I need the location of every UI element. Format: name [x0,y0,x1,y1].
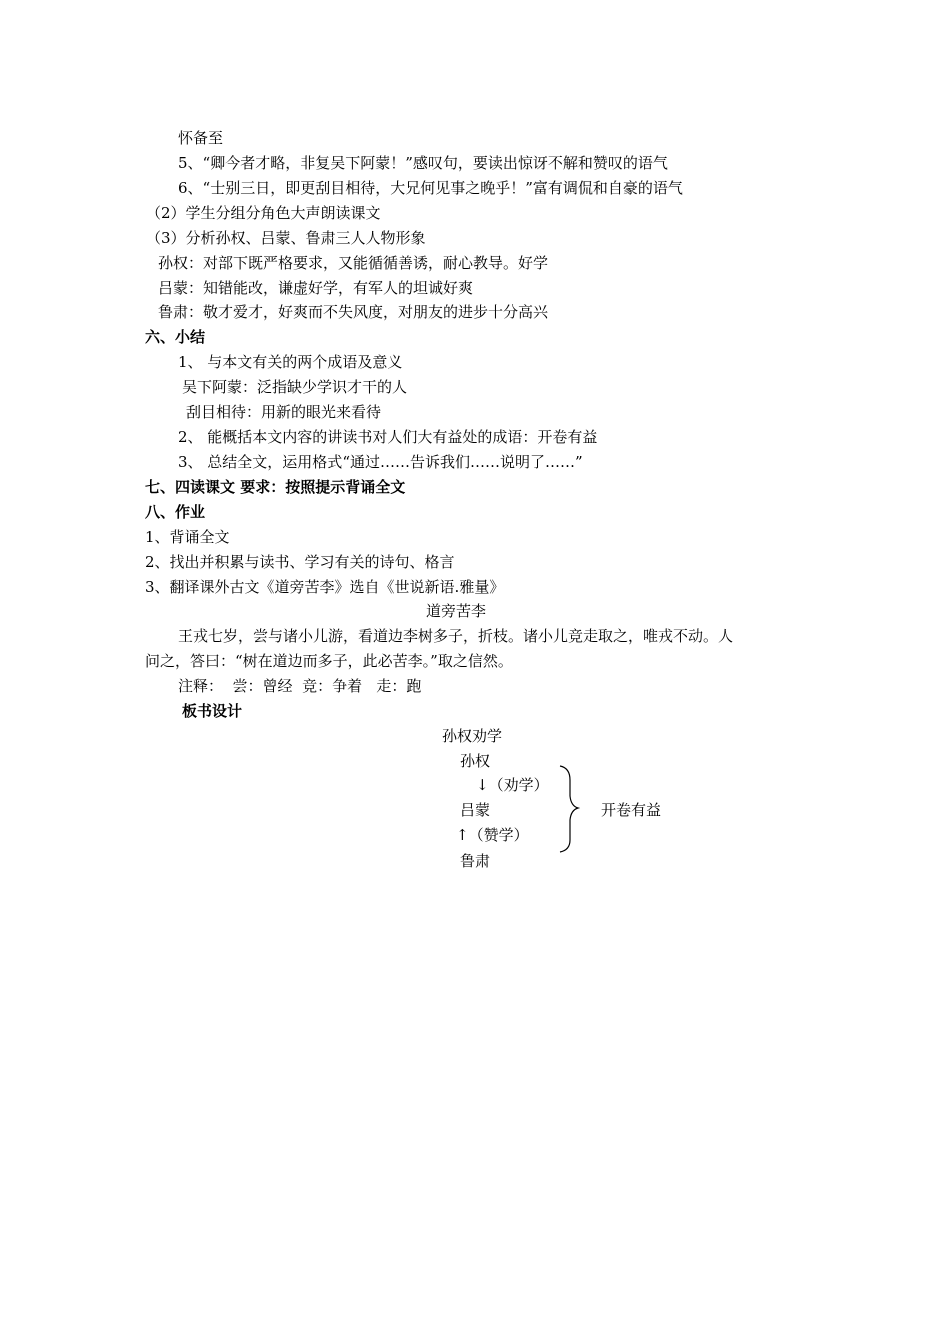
section-heading: 八、作业 [145,503,206,521]
text-line: 吴下阿蒙：泛指缺少学识才干的人 [182,378,408,396]
passage-text: 王戎七岁，尝与诸小儿游，看道边李树多子，折枝。诸小儿竞走取之，唯戎不动。人 [178,627,734,645]
text-line: 3、翻译课外古文《道旁苦李》选自《世说新语.雅量》 [145,578,505,596]
section-heading: 六、小结 [145,328,206,346]
text-line: 3、 总结全文，运用格式“通过……告诉我们……说明了……” [178,453,583,471]
board-node-bottom: 鲁肃 [460,852,491,870]
text-line: 2、找出并积累与读书、学习有关的诗句、格言 [145,553,455,571]
text-line: 5、“卿今者才略，非复吴下阿蒙！”感叹句，要读出惊讶不解和赞叹的语气 [178,154,668,172]
text-line: 2、 能概括本文内容的讲读书对人们大有益处的成语：开卷有益 [178,428,598,446]
notes-line: 注释： 尝：曾经 竞：争着 走：跑 [178,677,422,695]
text-line: 吕蒙：知错能改，谦虚好学，有军人的坦诚好爽 [158,279,474,297]
text-line: 1、 与本文有关的两个成语及意义 [178,353,403,371]
text-line: （3）分析孙权、吕蒙、鲁肃三人人物形象 [146,229,426,247]
text-line: 6、“士别三日，即更刮目相待，大兄何见事之晚乎！”富有调侃和自豪的语气 [178,179,683,197]
text-line: 鲁肃：敬才爱才，好爽而不失风度，对朋友的进步十分高兴 [158,303,549,321]
text-line: （2）学生分组分角色大声朗读课文 [146,204,381,222]
board-arrow-up: ↑（赞学） [456,826,529,844]
board-heading: 板书设计 [182,702,243,720]
board-node-middle: 吕蒙 [460,801,491,819]
text-line: 孙权：对部下既严格要求，又能循循善诱，耐心教导。好学 [158,254,549,272]
board-node-top: 孙权 [460,752,491,770]
board-result: 开卷有益 [601,801,662,819]
section-heading: 七、四读课文 要求：按照提示背诵全文 [145,478,406,496]
passage-title: 道旁苦李 [426,602,487,620]
text-line: 1、背诵全文 [145,528,230,546]
board-title: 孙权劝学 [442,727,503,745]
board-arrow-down: ↓（劝学） [476,776,549,794]
passage-text: 问之，答曰：“树在道边而多子，此必苦李。”取之信然。 [145,652,513,670]
text-line: 刮目相待：用新的眼光来看待 [186,403,382,421]
text-line: 怀备至 [178,129,224,147]
